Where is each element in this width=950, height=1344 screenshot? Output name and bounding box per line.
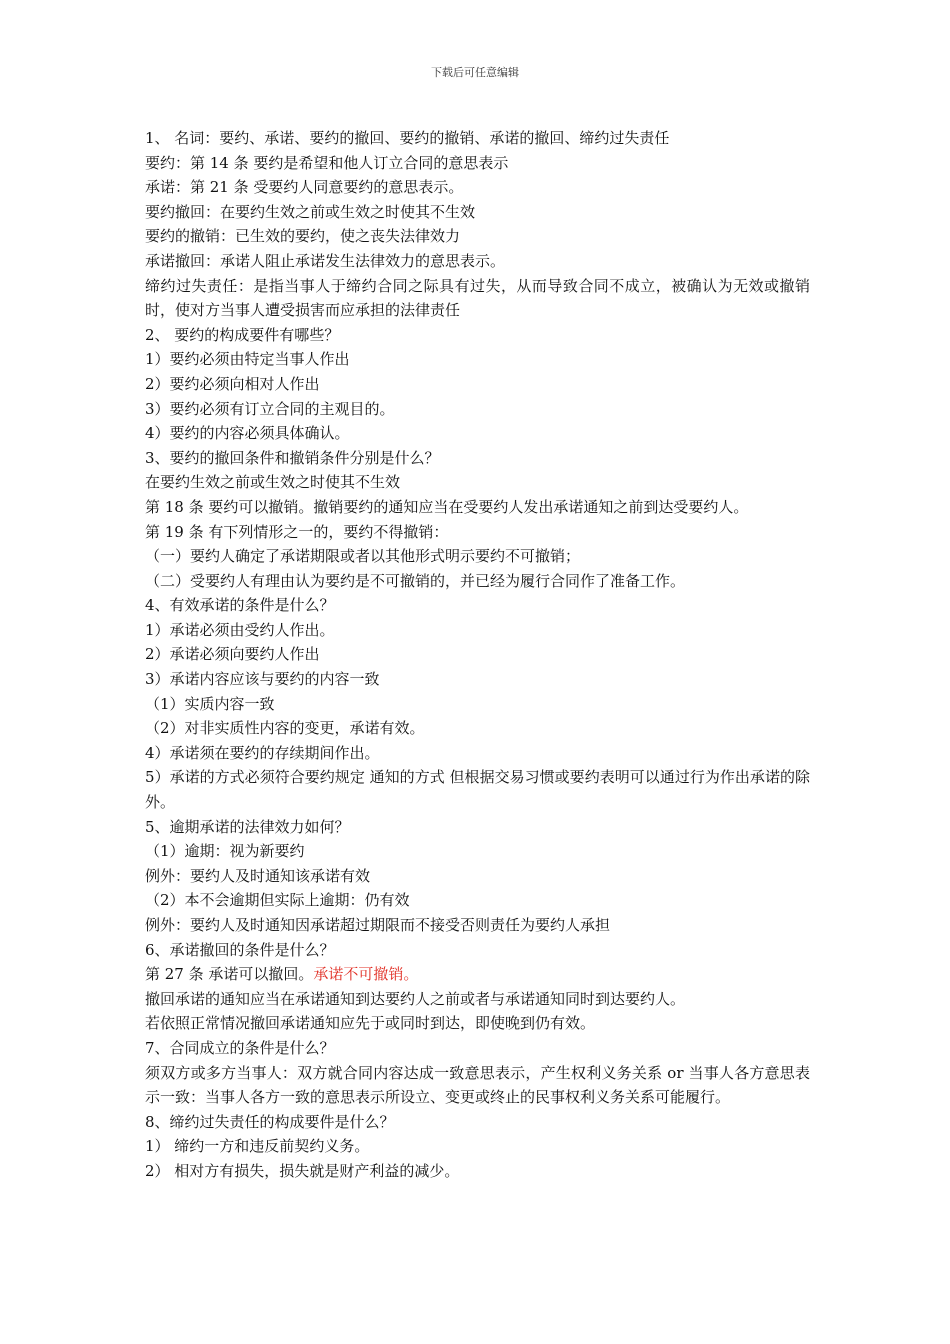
paragraph: 若依照正常情况撤回承诺通知应先于或同时到达，即使晚到仍有效。 [145,1014,596,1033]
list-item: 2） 相对方有损失，损失就是财产利益的减少。 [145,1161,460,1180]
list-item: （2）对非实质性内容的变更，承诺有效。 [145,719,425,738]
paragraph: 须双方或多方当事人：双方就合同内容达成一致意思表示，产生权利义务关系 or 当事人各方意思表示一致：当事人各方一致的意思表示所设立、变更或终止的民事权利义务关系可能履行。 [145,1063,810,1107]
document-body [145,126,810,1184]
paragraph: 第 18 条 要约可以撤销。撤销要约的通知应当在受要约人发出承诺通知之前到达受要约人。 [145,497,749,516]
paragraph: 例外：要约人及时通知该承诺有效 [145,866,371,885]
paragraph: 例外：要约人及时通知因承诺超过期限而不接受否则责任为要约人承担 [145,916,611,934]
heading-1: 1、 名词：要约、承诺、要约的撤回、要约的撤销、承诺的撤回、缔约过失责任 [145,129,670,147]
list-item: 2）要约必须向相对人作出 [145,374,320,393]
list-item: 5）承诺的方式必须符合要约规定 通知的方式 但根据交易习惯或要约表明可以通过行为作出承诺的除外。 [145,768,810,812]
list-item: 2）承诺必须向要约人作出 [145,645,320,664]
page-header: 下载后可任意编辑 [431,66,519,79]
list-item: （二）受要约人有理由认为要约是不可撤销的，并已经为履行合同作了准备工作。 [145,571,686,590]
paragraph: 在要约生效之前或生效之时使其不生效 [145,473,401,492]
heading-3: 3、要约的撤回条件和撤销条件分别是什么？ [145,448,440,467]
heading-4: 4、有效承诺的条件是什么？ [145,596,335,615]
paragraph-article-27 [145,962,810,987]
article-27-text: 第 27 条 承诺可以撤回。 [145,965,314,984]
list-item: 3）承诺内容应该与要约的内容一致 [145,670,380,689]
heading-5: 5、逾期承诺的法律效力如何？ [145,817,350,836]
article-27-highlight: 承诺不可撤销。 [313,965,419,984]
paragraph: 缔约过失责任：是指当事人于缔约合同之际具有过失，从而导致合同不成立，被确认为无效或撤销时，使对方当事人遭受损害而应承担的法律责任 [145,276,810,320]
heading-7: 7、合同成立的条件是什么？ [145,1038,335,1057]
paragraph: 要约撤回：在要约生效之前或生效之时使其不生效 [145,202,476,221]
list-item: 1） 缔约一方和违反前契约义务。 [145,1137,370,1156]
paragraph: 要约：第 14 条 要约是希望和他人订立合同的意思表示 [145,153,509,172]
list-item: （1）逾期：视为新要约 [145,842,305,861]
list-item: 4）承诺须在要约的存续期间作出。 [145,743,380,762]
paragraph: 撤回承诺的通知应当在承诺通知到达要约人之前或者与承诺通知同时到达要约人。 [145,989,686,1008]
list-item: （1）实质内容一致 [145,694,275,713]
list-item: （2）本不会逾期但实际上逾期：仍有效 [145,891,410,910]
heading-2: 2、 要约的构成要件有哪些？ [145,325,340,344]
list-item: （一）要约人确定了承诺期限或者以其他形式明示要约不可撤销； [145,547,581,566]
paragraph: 第 19 条 有下列情形之一的，要约不得撤销： [145,522,449,541]
heading-6: 6、承诺撤回的条件是什么？ [145,940,335,959]
list-item: 4）要约的内容必须具体确认。 [145,424,350,443]
heading-8: 8、缔约过失责任的构成要件是什么？ [145,1112,395,1131]
list-item: 3）要约必须有订立合同的主观目的。 [145,399,395,418]
paragraph: 承诺撤回：承诺人阻止承诺发生法律效力的意思表示。 [145,251,506,270]
paragraph: 要约的撤销：已生效的要约，使之丧失法律效力 [145,227,461,246]
paragraph: 承诺：第 21 条 受要约人同意要约的意思表示。 [145,178,464,197]
list-item: 1）要约必须由特定当事人作出 [145,350,350,369]
list-item: 1）承诺必须由受约人作出。 [145,620,335,639]
